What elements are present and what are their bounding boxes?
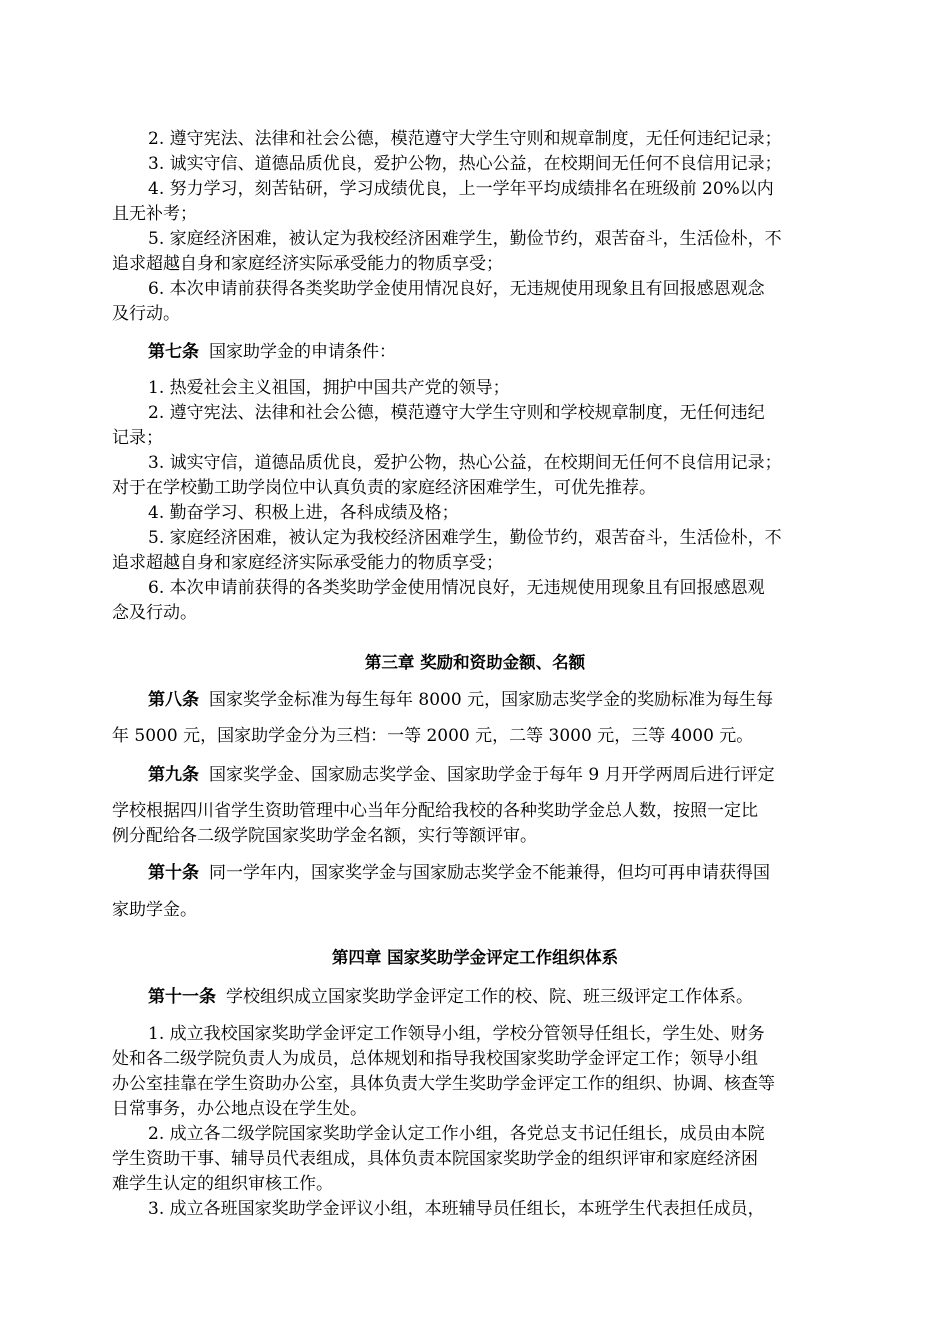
text-line: 2. 成立各二级学院国家奖助学金认定工作小组，各党总支书记任组长，成员由本院 xyxy=(148,1124,765,1144)
text-line: 年 5000 元，国家助学金分为三档：一等 2000 元，二等 3000 元，三等 4000 元。 xyxy=(112,726,754,746)
article-label: 第八条 xyxy=(148,690,199,710)
article-label: 第十条 xyxy=(148,863,199,883)
text-line: 1. 成立我校国家奖助学金评定工作领导小组，学校分管领导任组长，学生处、财务 xyxy=(148,1024,765,1044)
text-line: 6. 本次申请前获得的各类奖助学金使用情况良好，无违规使用现象且有回报感恩观 xyxy=(148,578,765,598)
article-text: 学校组织成立国家奖助学金评定工作的校、院、班三级评定工作体系。 xyxy=(226,987,753,1007)
text-line: 5. 家庭经济困难，被认定为我校经济困难学生，勤俭节约，艰苦奋斗，生活俭朴，不 xyxy=(148,528,782,548)
text-line: 办公室挂靠在学生资助办公室，具体负责大学生奖助学金评定工作的组织、协调、核查等 xyxy=(112,1074,775,1094)
text-line: 处和各二级学院负责人为成员，总体规划和指导我校国家奖助学金评定工作；领导小组 xyxy=(112,1049,758,1069)
article-8 xyxy=(148,688,773,712)
text-line: 5. 家庭经济困难，被认定为我校经济困难学生，勤俭节约，艰苦奋斗，生活俭朴，不 xyxy=(148,229,782,249)
text-line: 家助学金。 xyxy=(112,900,197,920)
text-line: 2. 遵守宪法、法律和社会公德，模范遵守大学生守则和规章制度，无任何违纪记录； xyxy=(148,129,782,149)
text-line: 追求超越自身和家庭经济实际承受能力的物质享受； xyxy=(112,553,503,573)
text-line: 3. 诚实守信、道德品质优良，爱护公物，热心公益，在校期间无任何不良信用记录； xyxy=(148,154,782,174)
text-line: 追求超越自身和家庭经济实际承受能力的物质享受； xyxy=(112,254,503,274)
article-text: 同一学年内，国家奖学金与国家励志奖学金不能兼得，但均可再申请获得国 xyxy=(209,863,770,883)
text-line: 3. 成立各班国家奖助学金评议小组，本班辅导员任组长，本班学生代表担任成员， xyxy=(148,1199,765,1219)
article-text: 国家助学金的申请条件： xyxy=(209,342,396,362)
text-line: 3. 诚实守信，道德品质优良，爱护公物，热心公益，在校期间无任何不良信用记录； xyxy=(148,453,782,473)
text-line: 例分配给各二级学院国家奖助学金名额，实行等额评审。 xyxy=(112,826,537,846)
article-label: 第九条 xyxy=(148,765,199,785)
text-line: 日常事务，办公地点设在学生处。 xyxy=(112,1099,367,1119)
text-line: 6. 本次申请前获得各类奖助学金使用情况良好，无违规使用现象且有回报感恩观念 xyxy=(148,279,765,299)
text-line: 念及行动。 xyxy=(112,603,197,623)
article-10 xyxy=(148,861,770,885)
text-line: 4. 勤奋学习、积极上进，各科成绩及格； xyxy=(148,503,459,523)
text-line: 且无补考； xyxy=(112,204,197,224)
text-line: 学校根据四川省学生资助管理中心当年分配给我校的各种奖助学金总人数，按照一定比 xyxy=(112,801,758,821)
text-line: 难学生认定的组织审核工作。 xyxy=(112,1174,333,1194)
text-line: 学生资助干事、辅导员代表组成，具体负责本院国家奖助学金的组织评审和家庭经济困 xyxy=(112,1149,758,1169)
text-line: 记录； xyxy=(112,428,163,448)
article-9 xyxy=(148,763,775,787)
chapter-4-heading: 第四章 国家奖助学金评定工作组织体系 xyxy=(331,948,619,967)
chapter-3-heading: 第三章 奖励和资助金额、名额 xyxy=(364,653,586,672)
text-line: 1. 热爱社会主义祖国，拥护中国共产党的领导； xyxy=(148,378,510,398)
text-line: 对于在学校勤工助学岗位中认真负责的家庭经济困难学生，可优先推荐。 xyxy=(112,478,656,498)
article-label: 第七条 xyxy=(148,342,199,362)
article-label: 第十一条 xyxy=(148,987,216,1007)
article-text: 国家奖学金标准为每生每年 8000 元，国家励志奖学金的奖励标准为每生每 xyxy=(209,690,774,710)
article-11 xyxy=(148,985,753,1009)
article-text: 国家奖学金、国家励志奖学金、国家助学金于每年 9 月开学两周后进行评定 xyxy=(209,765,775,785)
text-line: 及行动。 xyxy=(112,304,180,324)
article-7 xyxy=(148,340,396,364)
text-line: 4. 努力学习，刻苦钻研，学习成绩优良，上一学年平均成绩排名在班级前 20%以内 xyxy=(148,179,774,199)
text-line: 2. 遵守宪法、法律和社会公德，模范遵守大学生守则和学校规章制度，无任何违纪 xyxy=(148,403,765,423)
